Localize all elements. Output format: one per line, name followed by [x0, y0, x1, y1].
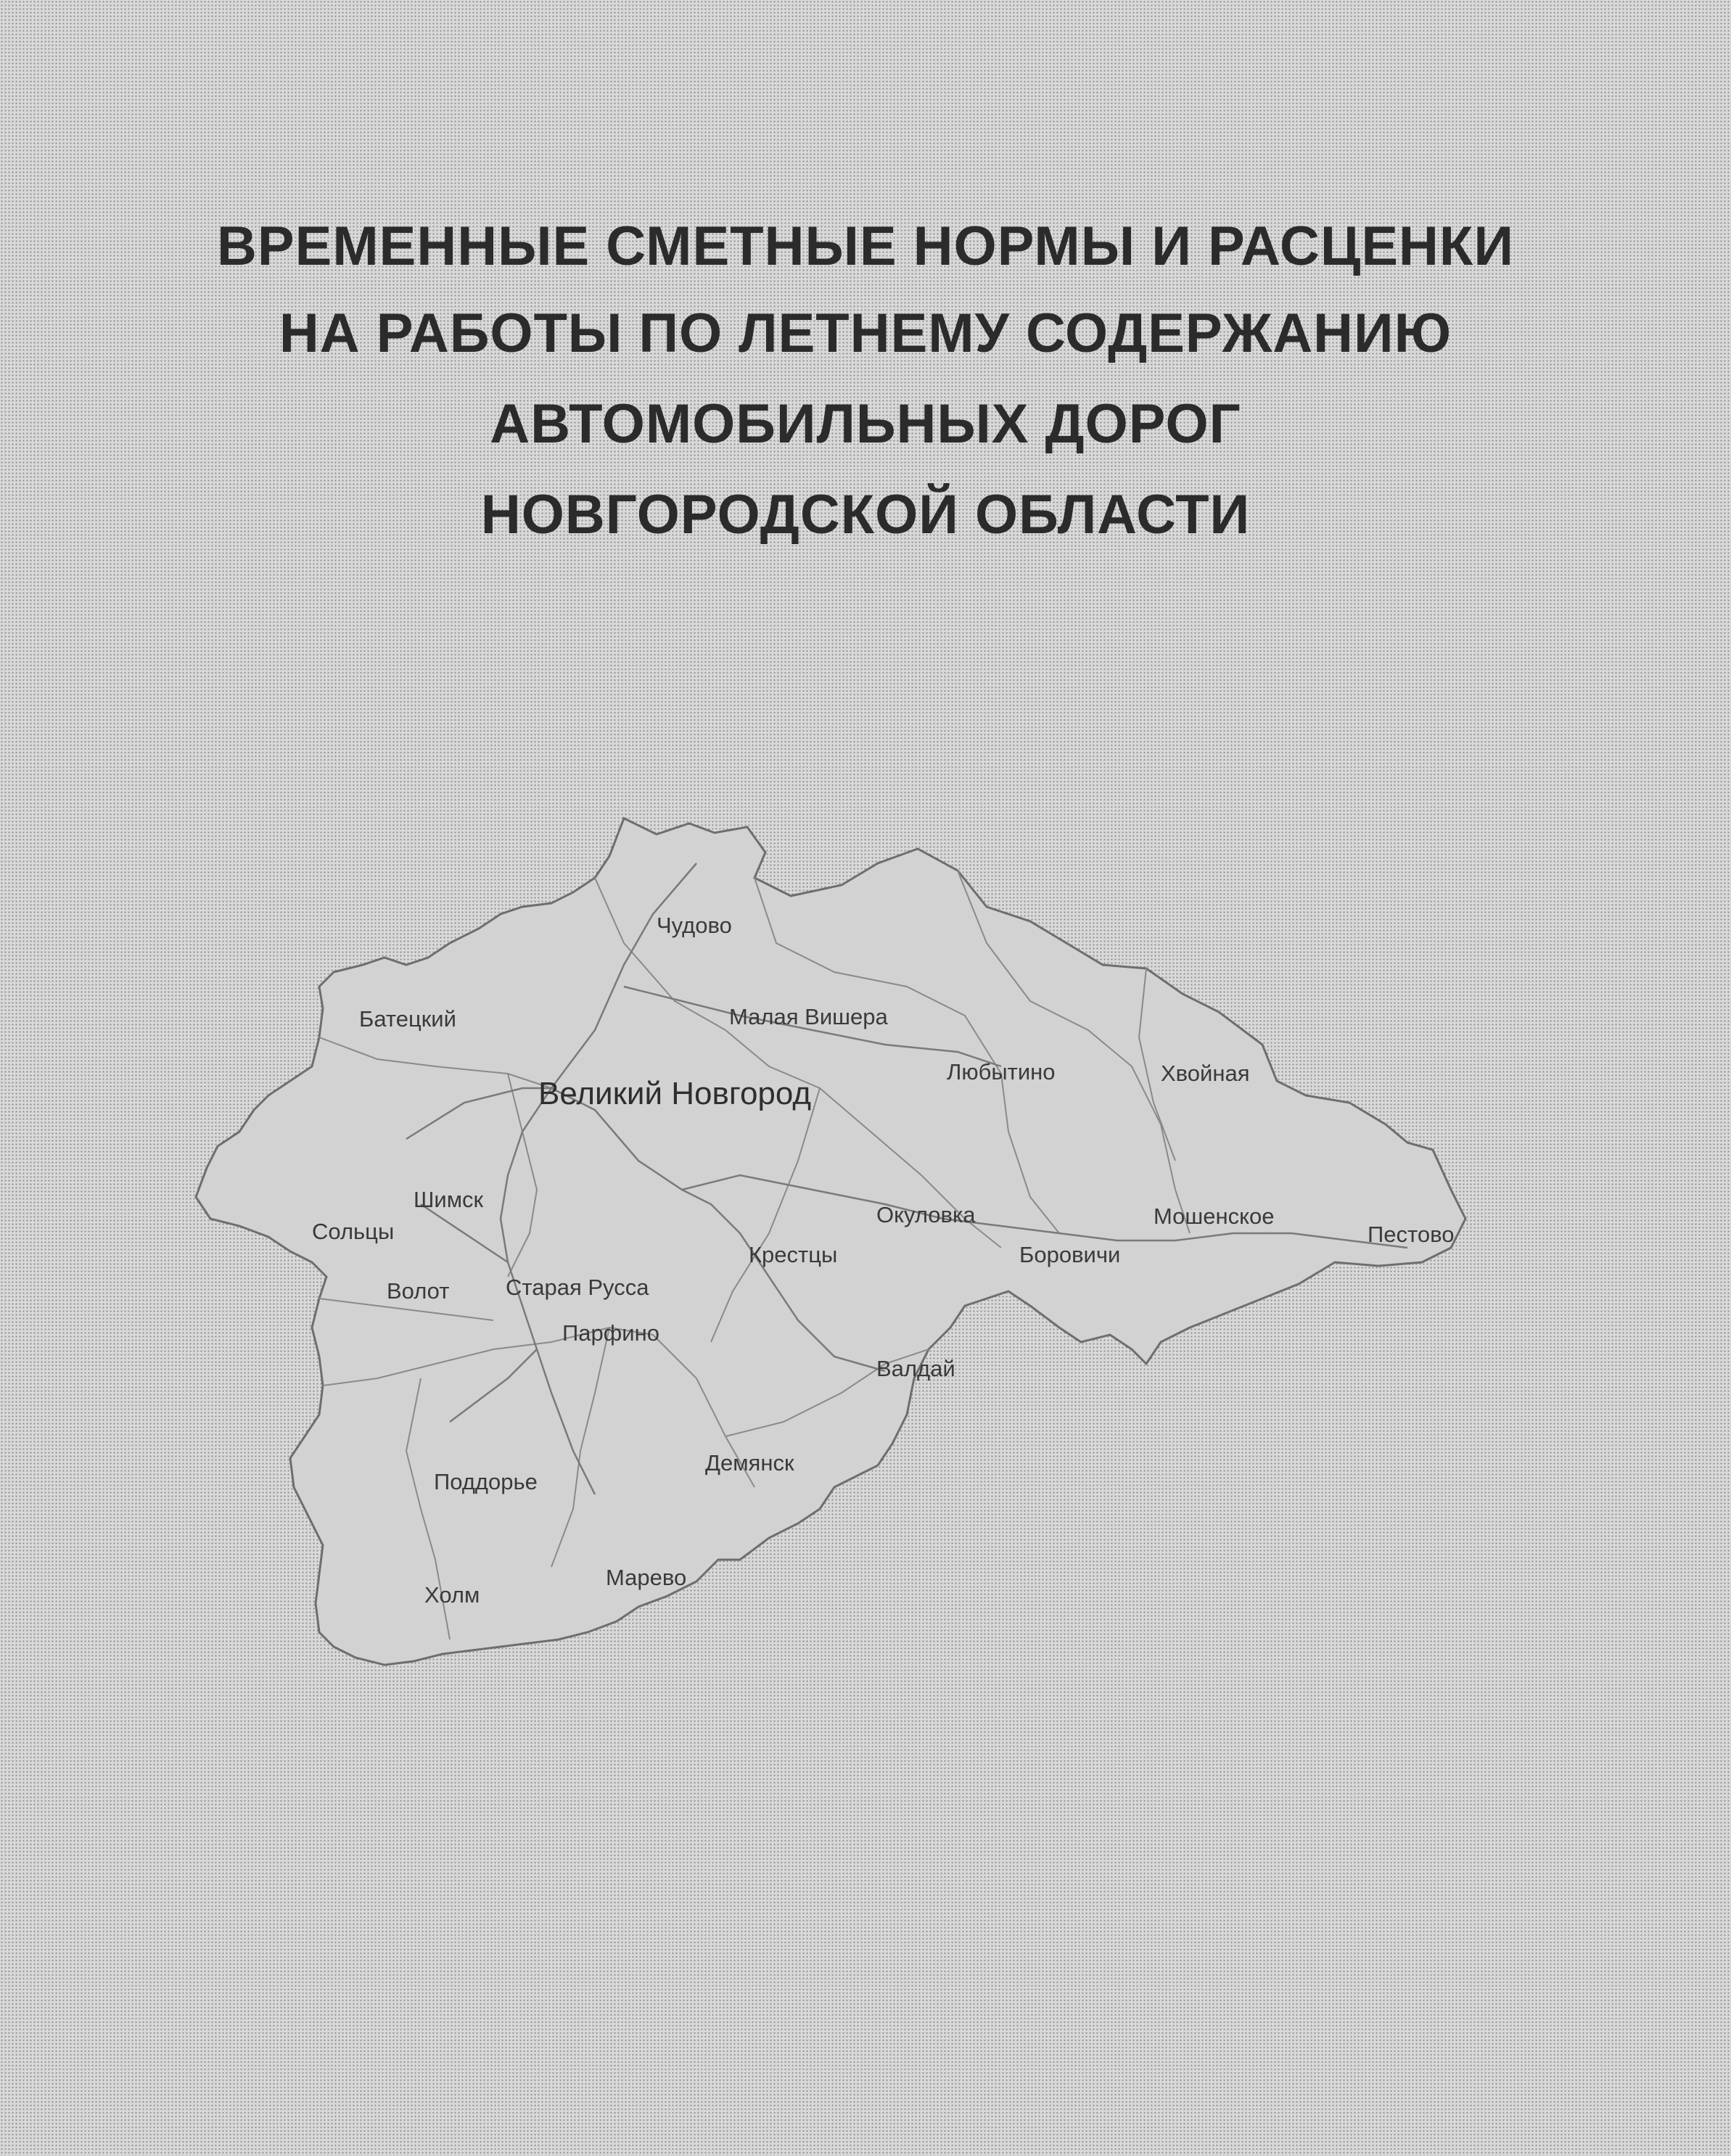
map-label-staraya-russa: Старая Русса [506, 1275, 649, 1300]
map-label-kresttsy: Крестцы [749, 1242, 838, 1267]
title-line-4: НОВГОРОДСКОЙ ОБЛАСТИ [480, 484, 1251, 546]
map-label-volot: Волот [387, 1278, 450, 1304]
title-line-1: ВРЕМЕННЫЕ СМЕТНЫЕ НОРМЫ И РАСЦЕНКИ [217, 215, 1514, 277]
title-line-2: НА РАБОТЫ ПО ЛЕТНЕМУ СОДЕРЖАНИЮ [279, 303, 1452, 364]
map-label-batetsky: Батецкий [359, 1006, 456, 1032]
map-label-lyubytino: Любытино [947, 1059, 1056, 1085]
map-label-valday: Валдай [876, 1356, 955, 1381]
title-line-3: АВТОМОБИЛЬНЫХ ДОРОГ [490, 393, 1241, 455]
map-label-soltsy: Сольцы [312, 1219, 395, 1244]
map-label-pestovo: Пестово [1368, 1222, 1455, 1247]
map-label-okulovka: Окуловка [876, 1202, 976, 1227]
map-label-marevo: Марево [606, 1565, 687, 1590]
map-label-chudovo: Чудово [657, 913, 732, 938]
map-label-shimsk: Шимск [414, 1187, 484, 1212]
map-label-borovichi: Боровичи [1019, 1242, 1121, 1267]
map-label-demyansk: Демянск [705, 1450, 794, 1476]
map-label-khvoynaya: Хвойная [1161, 1061, 1250, 1086]
map-label-parfino: Парфино [562, 1320, 659, 1346]
map-label-moshenskoe: Мошенское [1154, 1204, 1275, 1229]
map-label-veliky-novgorod: Великий Новгород [538, 1076, 812, 1111]
map-label-poddorye: Поддорье [434, 1469, 538, 1494]
map-label-kholm: Холм [424, 1582, 480, 1608]
map-label-malaya-vishera: Малая Вишера [729, 1004, 888, 1029]
